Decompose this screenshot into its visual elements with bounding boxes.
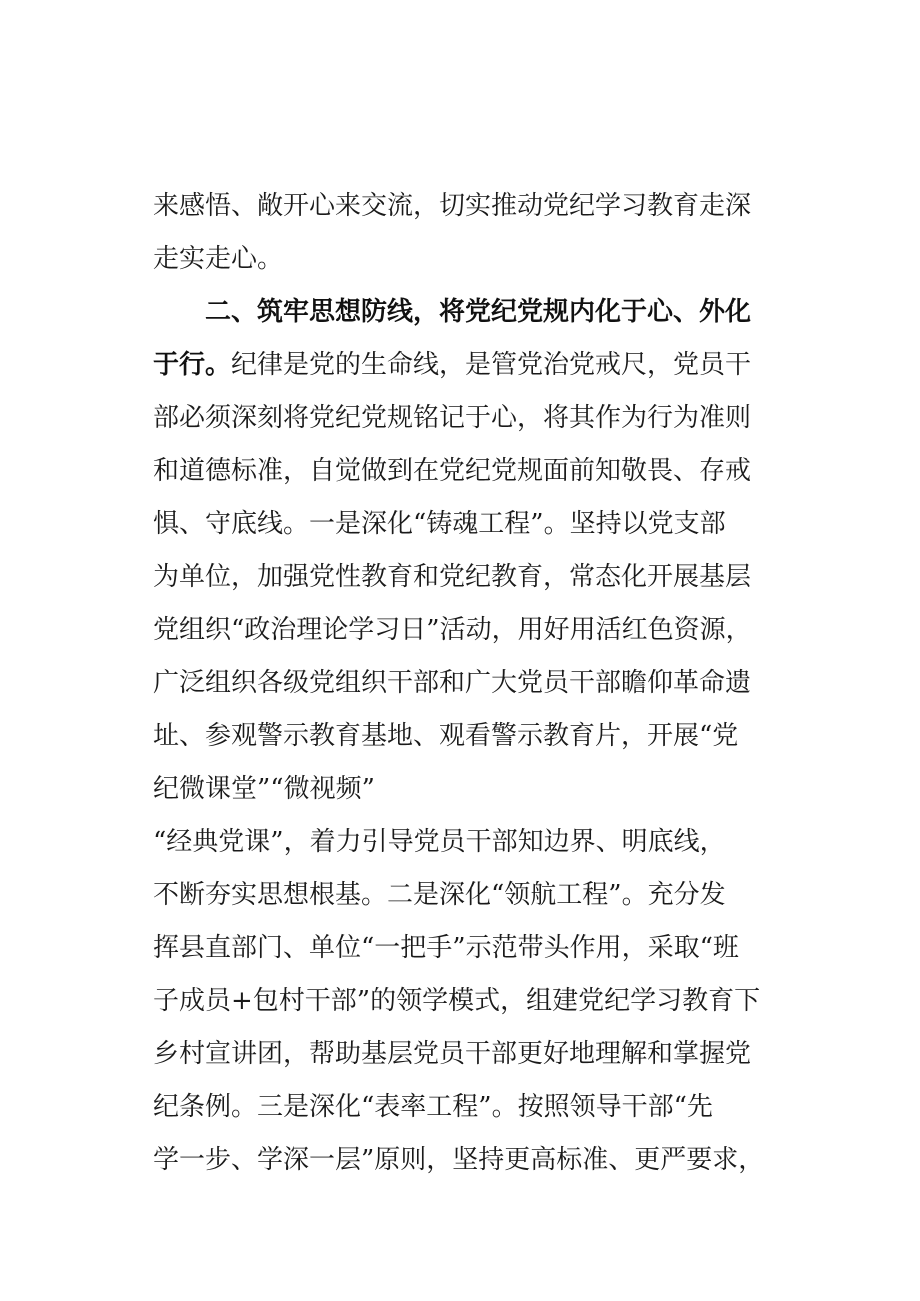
text-line: 为单位，加强党性教育和党纪教育，常态化开展基层 (153, 562, 752, 592)
text-line (153, 339, 773, 392)
text-line: 乡村宣讲团，帮助基层党员干部更好地理解和掌握党 (153, 1039, 752, 1069)
text-line: 来感悟、敞开心来交流，切实推动党纪学习教育走深 (153, 191, 752, 221)
text-line: 纪微课堂”“微视频” (153, 774, 375, 804)
section-heading: 二、筑牢思想防线，将党纪党规内化于心、外化 (205, 297, 752, 327)
document-body (153, 180, 773, 1187)
text-line: “经典党课”，着力引导党员干部知边界、明底线， (153, 827, 726, 857)
text-line: 不断夯实思想根基。二是深化“领航工程”。充分发 (153, 880, 726, 910)
text-line: 走实走心。 (153, 244, 284, 274)
text-line: 部必须深刻将党纪党规铭记于心，将其作为行为准则 (153, 403, 752, 433)
text-line: 纪条例。三是深化“表率工程”。按照领导干部“先 (153, 1092, 713, 1122)
section-heading-continuation: 于行。 (153, 350, 232, 380)
text-line: 和道德标准，自觉做到在党纪党规面前知敬畏、存戒 (153, 456, 752, 486)
text-line: 惧、守底线。一是深化“铸魂工程”。坚持以党支部 (153, 509, 726, 539)
text-line: 党组织“政治理论学习日”活动，用好用活红色资源， (153, 615, 752, 645)
text-line: 子成员+包村干部”的领学模式，组建党纪学习教育下 (153, 986, 761, 1016)
text-line: 挥县直部门、单位“一把手”示范带头作用，采取“班 (153, 933, 739, 963)
text-line: 广泛组织各级党组织干部和广大党员干部瞻仰革命遗 (153, 668, 752, 698)
text-line: 址、参观警示教育基地、观看警示教育片，开展“党 (153, 721, 739, 751)
text-line: 学一步、学深一层”原则，坚持更高标准、更严要求， (153, 1145, 765, 1175)
text-line-content: 纪律是党的生命线，是管党治党戒尺，党员干 (231, 350, 752, 380)
